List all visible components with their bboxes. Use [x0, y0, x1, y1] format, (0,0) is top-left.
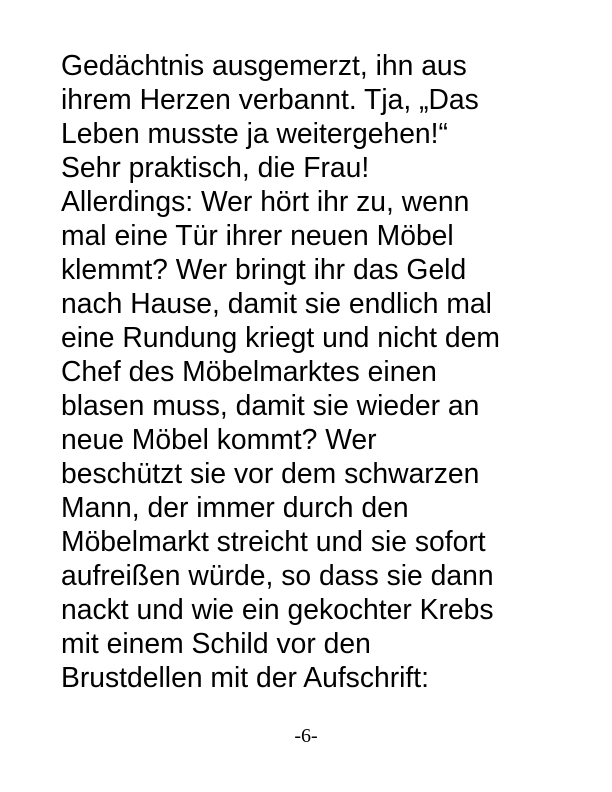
text-line: nackt und wie ein gekochter Krebs — [61, 593, 494, 625]
text-line: mit einem Schild vor den — [61, 627, 371, 659]
text-line: Brustdellen mit der Aufschrift: — [61, 661, 430, 693]
text-line: Chef des Möbelmarktes einen — [61, 355, 437, 387]
text-line: nach Hause, damit sie endlich mal — [61, 287, 492, 319]
text-line: Allerdings: Wer hört ihr zu, wenn — [61, 185, 470, 217]
text-line: aufreißen würde, so dass sie dann — [61, 559, 494, 591]
text-line: klemmt? Wer bringt ihr das Geld — [61, 253, 467, 285]
text-line: mal eine Tür ihrer neuen Möbel — [61, 219, 454, 251]
text-line: Gedächtnis ausgemerzt, ihn aus — [61, 49, 467, 81]
body-text — [61, 48, 561, 694]
text-line: Mann, der immer durch den — [61, 491, 409, 523]
page-number: -6- — [294, 725, 318, 747]
text-line: Möbelmarkt streicht und sie sofort — [61, 525, 486, 557]
text-line: blasen muss, damit sie wieder an — [61, 389, 480, 421]
text-line: Leben musste ja weitergehen!“ — [61, 117, 448, 149]
text-line: Sehr praktisch, die Frau! — [61, 151, 370, 183]
text-line: neue Möbel kommt? Wer — [61, 423, 377, 455]
text-line: beschützt sie vor dem schwarzen — [61, 457, 480, 489]
text-line: ihrem Herzen verbannt. Tja, „Das — [61, 83, 479, 115]
text-line: eine Rundung kriegt und nicht dem — [61, 321, 500, 353]
